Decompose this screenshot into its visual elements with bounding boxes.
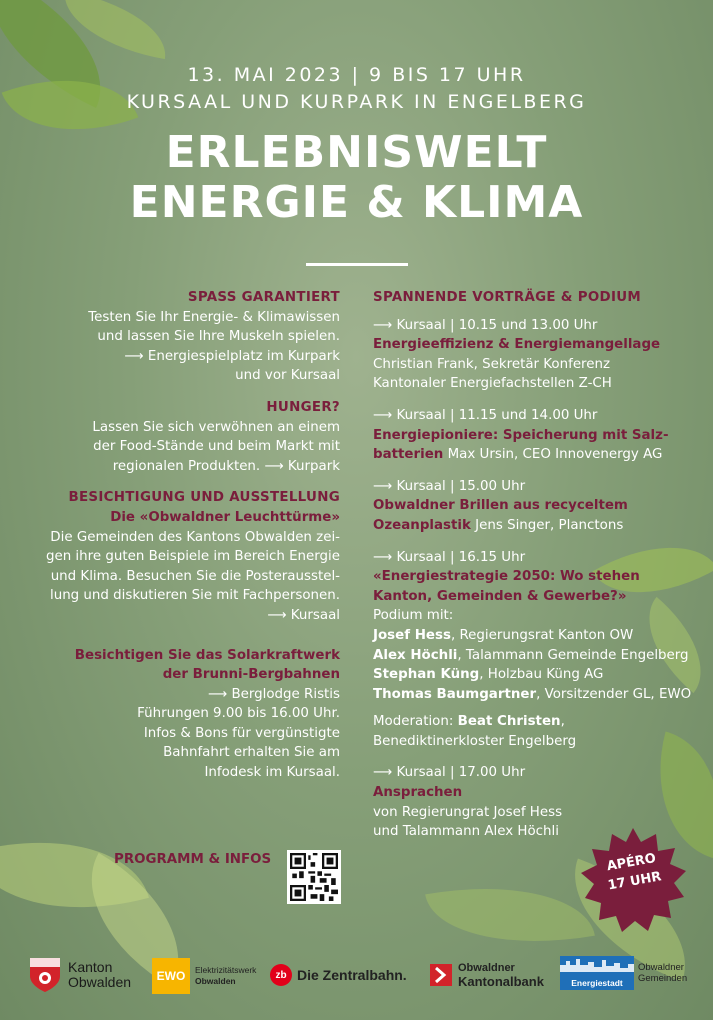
programm-heading: PROGRAMM & INFOS [114,852,272,867]
spass-heading: SPASS GARANTIERT [187,290,340,305]
right-column [373,288,698,842]
qr-code-icon [290,853,338,901]
logo-energiestadt [560,956,687,990]
okb-label: Kantonalbank [458,974,544,989]
sponsor-logos [0,950,713,1010]
ewo-label: Obwalden [195,976,236,986]
solar-text: Bahnfahrt erhalten Sie am [163,745,340,761]
arrow-icon: ⟶ [267,607,287,623]
besichtigung-heading: BESICHTIGUNG UND AUSSTELLUNG [68,490,340,506]
solar-heading: der Brunni-Bergbahnen [162,667,340,683]
moderation-role: Benediktinerkloster Engelberg [373,733,577,749]
podium-label: Podium mit: [373,608,454,624]
title-line-2: ENERGIE & KLIMA [129,177,584,228]
okb-mark-icon [430,964,452,986]
besichtigung-subheading: Die «Obwaldner Leuchttürme» [110,509,340,525]
spass-text: und vor Kursaal [235,368,340,384]
besichtigung-text: Die Gemeinden des Kantons Obwalden zei- [50,529,340,545]
talk-5-text: und Talammann Alex Höchli [373,824,559,840]
logo-zentralbahn [270,964,407,986]
solar-location: ⟶ Berglodge Ristis [207,686,340,702]
spass-text: Testen Sie Ihr Energie- & Klimawissen [88,309,340,325]
talk-2-where: ⟶ Kursaal | 11.15 und 14.00 Uhr [373,407,598,423]
hunger-location: regionalen Produkten. ⟶ Kurpark [112,458,340,474]
energiestadt-label: Gemeinden [638,973,688,984]
arrow-icon: ⟶ [207,686,228,702]
podium-member: Thomas Baumgartner, Vorsitzender GL, EWO [373,686,692,702]
hunger-heading: HUNGER? [266,399,340,415]
podium-member: Josef Hess, Regierungsrat Kanton OW [373,627,634,643]
talk-1-speaker: Christian Frank, Sekretär Konferenz [373,356,611,372]
talk-1-where: ⟶ Kursaal | 10.15 und 13.00 Uhr [373,317,598,333]
talk-3-title: Obwaldner Brillen aus recyceltem [373,498,628,514]
okb-label: Obwaldner [458,962,515,974]
arrow-icon: ⟶ [373,549,393,565]
solar-heading: Besichtigen Sie das Solarkraftwerk [74,647,340,663]
besichtigung-text: gen ihre guten Beispiele im Bereich Energie [45,549,340,565]
talks-heading: SPANNENDE VORTRÄGE & PODIUM [373,290,642,305]
ewo-mark-icon: EWO [152,958,190,994]
logo-kanton-obwalden [28,956,131,994]
talk-1-title: Energieeffizienz & Energiemangellage [373,337,661,353]
hunger-text: Lassen Sie sich verwöhnen an einem [92,419,340,435]
zentralbahn-label: Die Zentralbahn. [297,967,407,983]
talk-3-where: ⟶ Kursaal | 15.00 Uhr [373,478,526,494]
talk-5-title: Ansprachen [373,785,463,801]
kanton-label: Kanton [68,959,113,975]
energiestadt-mark-icon [560,956,634,990]
spass-location: ⟶ Energiespielplatz im Kurpark [124,348,340,364]
arrow-icon: ⟶ [373,317,393,333]
solar-text: Infos & Bons für vergünstigte [143,725,340,741]
talk-4-where: ⟶ Kursaal | 16.15 Uhr [373,549,526,565]
arrow-icon: ⟶ [373,765,393,781]
skyline-icon [560,956,634,972]
title-divider [306,263,408,266]
logo-okb [430,962,544,988]
podium-member: Alex Höchli, Talammann Gemeinde Engelberg [373,647,689,663]
kanton-obwalden-shield-icon [28,956,62,994]
event-location: KURSAAL UND KURPARK IN ENGELBERG [126,91,587,113]
arrow-icon: ⟶ [373,478,393,494]
podium-member: Stephan Küng, Holzbau Küng AG [373,667,604,683]
solar-text: Führungen 9.00 bis 16.00 Uhr. [137,706,340,722]
talk-1-speaker: Kantonaler Energiefachstellen Z-CH [373,376,612,392]
solar-text: Infodesk im Kursaal. [204,765,340,781]
page-title [0,128,713,228]
talk-5-where: ⟶ Kursaal | 17.00 Uhr [373,765,526,781]
energiestadt-label: Obwaldner [638,962,684,973]
talk-4-title: Kanton, Gemeinden & Gewerbe?» [373,588,627,604]
header [0,62,713,228]
besichtigung-text: lung und diskutieren Sie mit Fachpersonen. [49,588,340,604]
kanton-label: Obwalden [68,974,132,990]
besichtigung-text: und Klima. Besuchen Sie die Posterausstel- [50,568,340,584]
logo-ewo [152,958,256,994]
apero-badge-text: APÉRO 17 UHR [605,850,663,894]
hunger-text: der Food-Stände und beim Markt mit [93,439,340,455]
arrow-icon: ⟶ [373,407,393,423]
energiestadt-label: Energiestadt [571,978,623,988]
arrow-icon: ⟶ [264,458,284,474]
talk-2-title-cont: batterien Max Ursin, CEO Innovenergy AG [373,447,663,463]
talk-4-title: «Energiestrategie 2050: Wo stehen [373,569,640,585]
qr-code[interactable] [287,850,341,904]
event-date: 13. MAI 2023 | 9 BIS 17 UHR [187,64,526,86]
besichtigung-location: ⟶ Kursaal [267,607,340,623]
talk-5-text: von Regierungrat Josef Hess [373,804,563,820]
talk-2-title: Energiepioniere: Speicherung mit Salz- [373,427,669,443]
left-column [30,288,340,783]
arrow-icon: ⟶ [124,348,144,364]
ewo-label: Elektrizitätswerk [195,965,257,975]
zentralbahn-mark-icon: zb [270,964,292,986]
moderation: Moderation: Beat Christen, [373,714,565,730]
title-line-1: ERLEBNISWELT [165,127,548,178]
spass-text: und lassen Sie Ihre Muskeln spielen. [97,329,340,345]
talk-3-title-cont: Ozeanplastik Jens Singer, Planctons [373,517,624,533]
